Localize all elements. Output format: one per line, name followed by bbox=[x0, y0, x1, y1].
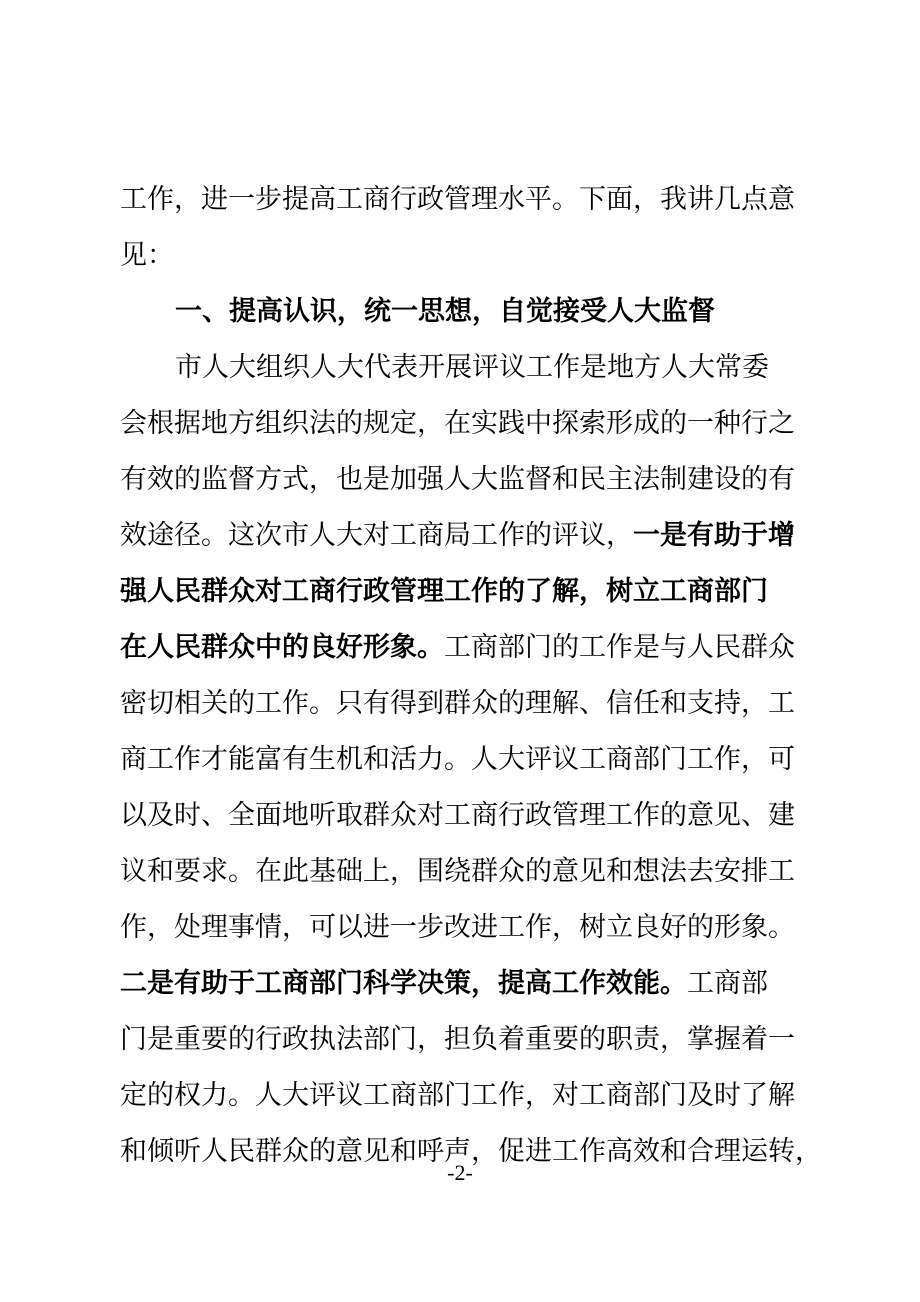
body-line-2 bbox=[120, 236, 810, 276]
text-run: 工商部 bbox=[687, 968, 768, 999]
text-run: 会根据地方组织法的规定，在实践中探索形成的一种行之 bbox=[120, 408, 795, 439]
body-line-16 bbox=[120, 1020, 810, 1060]
text-run: 效途径。这次市人大对工商局工作的评议， bbox=[120, 520, 633, 551]
text-run: 商工作才能富有生机和活力。人大评议工商部门工作，可 bbox=[120, 744, 795, 775]
text-run: 工商部门的工作是与人民群众 bbox=[444, 632, 795, 663]
body-line-13 bbox=[120, 852, 810, 892]
text-run: 工作，进一步提高工商行政管理水平。下面，我讲几点意 bbox=[120, 184, 795, 215]
bold-text-run: 在人民群众中的良好形象。 bbox=[120, 632, 444, 663]
text-run: 有效的监督方式，也是加强人大监督和民主法制建设的有 bbox=[120, 464, 795, 495]
body-line-1 bbox=[120, 180, 810, 220]
text-run: 和倾听人民群众的意见和呼声，促进工作高效和合理运转， bbox=[120, 1136, 822, 1167]
section-heading bbox=[175, 292, 865, 332]
body-line-15 bbox=[120, 964, 810, 1004]
text-run: 作，处理事情，可以进一步改进工作，树立良好的形象。 bbox=[120, 912, 795, 943]
bold-text-run: 二是有助于工商部门科学决策，提高工作效能。 bbox=[120, 968, 687, 999]
text-run: 门是重要的行政执法部门，担负着重要的职责，掌握着一 bbox=[120, 1024, 795, 1055]
paragraph-first-line bbox=[175, 348, 865, 388]
body-line-5 bbox=[120, 404, 810, 444]
body-line-7 bbox=[120, 516, 810, 556]
bold-text-run: 一是有助于增 bbox=[633, 520, 795, 551]
heading-text: 一、提高认识，统一思想，自觉接受人大监督 bbox=[175, 296, 715, 327]
body-line-10 bbox=[120, 684, 810, 724]
text-run: 以及时、全面地听取群众对工商行政管理工作的意见、建 bbox=[120, 800, 795, 831]
page-number: -2- bbox=[447, 1160, 473, 1185]
text-run: 议和要求。在此基础上，围绕群众的意见和想法去安排工 bbox=[120, 856, 795, 887]
text-run: 见： bbox=[120, 240, 174, 271]
body-line-9 bbox=[120, 628, 810, 668]
text-run: 市人大组织人大代表开展评议工作是地方人大常委 bbox=[175, 352, 769, 383]
bold-text-run: 强人民群众对工商行政管理工作的了解，树立工商部门 bbox=[120, 576, 768, 607]
body-line-8 bbox=[120, 572, 810, 612]
body-line-17 bbox=[120, 1076, 810, 1116]
text-run: 定的权力。人大评议工商部门工作，对工商部门及时了解 bbox=[120, 1080, 795, 1111]
body-line-11 bbox=[120, 740, 810, 780]
text-run: 密切相关的工作。只有得到群众的理解、信任和支持，工 bbox=[120, 688, 795, 719]
body-line-12 bbox=[120, 796, 810, 836]
body-line-14 bbox=[120, 908, 810, 948]
body-line-6 bbox=[120, 460, 810, 500]
